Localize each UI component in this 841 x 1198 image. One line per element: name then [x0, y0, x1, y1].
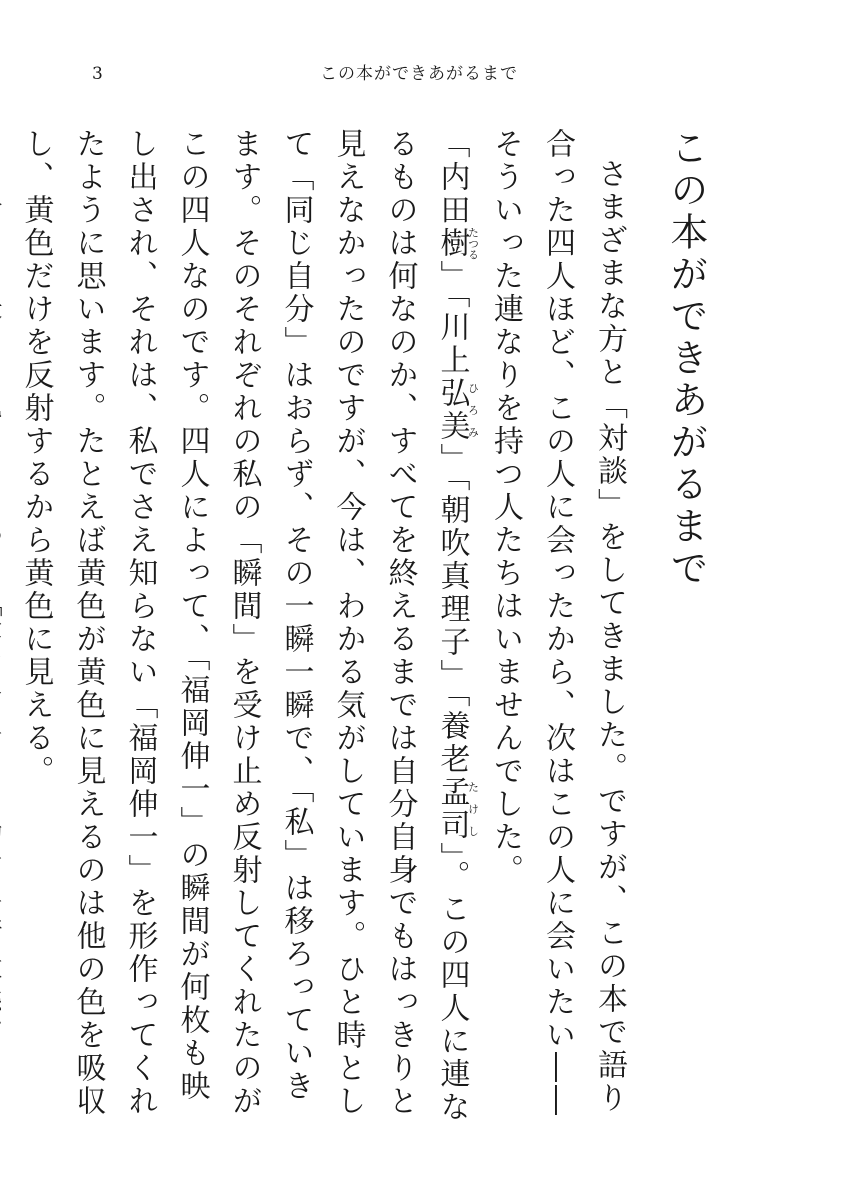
ruby-reading: ひろみ [466, 377, 480, 443]
paragraph-2-part-a: 「内田 [434, 128, 470, 227]
ruby-reading: たつる [466, 227, 480, 260]
paragraph-1: さまざまな方と「対談」をしてきました。ですが、この本で語り合った四人ほど、この人に会ったから、次はこの人に会いたい――そういった連なりを持つ人たちはいませんでした。 [488, 128, 627, 1118]
ruby-yoro [434, 776, 480, 842]
ruby-uchida [434, 227, 480, 260]
body-text [0, 128, 635, 1128]
paragraph-2 [10, 128, 480, 1128]
page-number: 3 [92, 64, 103, 84]
ruby-base: 樹 [434, 227, 470, 260]
paragraph-2-part-d: 」。この四人に連なるものは何なのか、すべてを終えるまでは自分自身でもはっきりと見えなかったのですが、今は、わかる気がしています。ひと時として「同じ自分」はおらず、その一瞬一瞬で、「私」は移ろっていきます。そのそれぞれの私の「瞬間」を受け止め反射してくれたのがこの四人なのです。四人によって、「福岡伸一」の瞬間が何枚も映し出され、それは、私でさえ知らない「福岡伸一」を形作ってくれたように思います。たとえば黄色が黄色に見えるのは他の色を吸収し、黄色だけを反射するから黄色に見える。 [18, 128, 470, 1124]
paragraph-2-part-c: 」「朝吹真理子」「養老 [434, 443, 470, 776]
ruby-kawakami [434, 377, 480, 443]
paragraph-3 [0, 128, 10, 1128]
chapter-title: この本ができあがるまで [664, 128, 708, 590]
ruby-base: 孟司 [434, 776, 470, 842]
ruby-reading: たけし [466, 776, 480, 842]
paragraph-2-part-b: 」「川上 [434, 260, 470, 377]
ruby-base: 弘美 [434, 377, 470, 443]
running-head: この本ができあがるまで [320, 64, 518, 84]
